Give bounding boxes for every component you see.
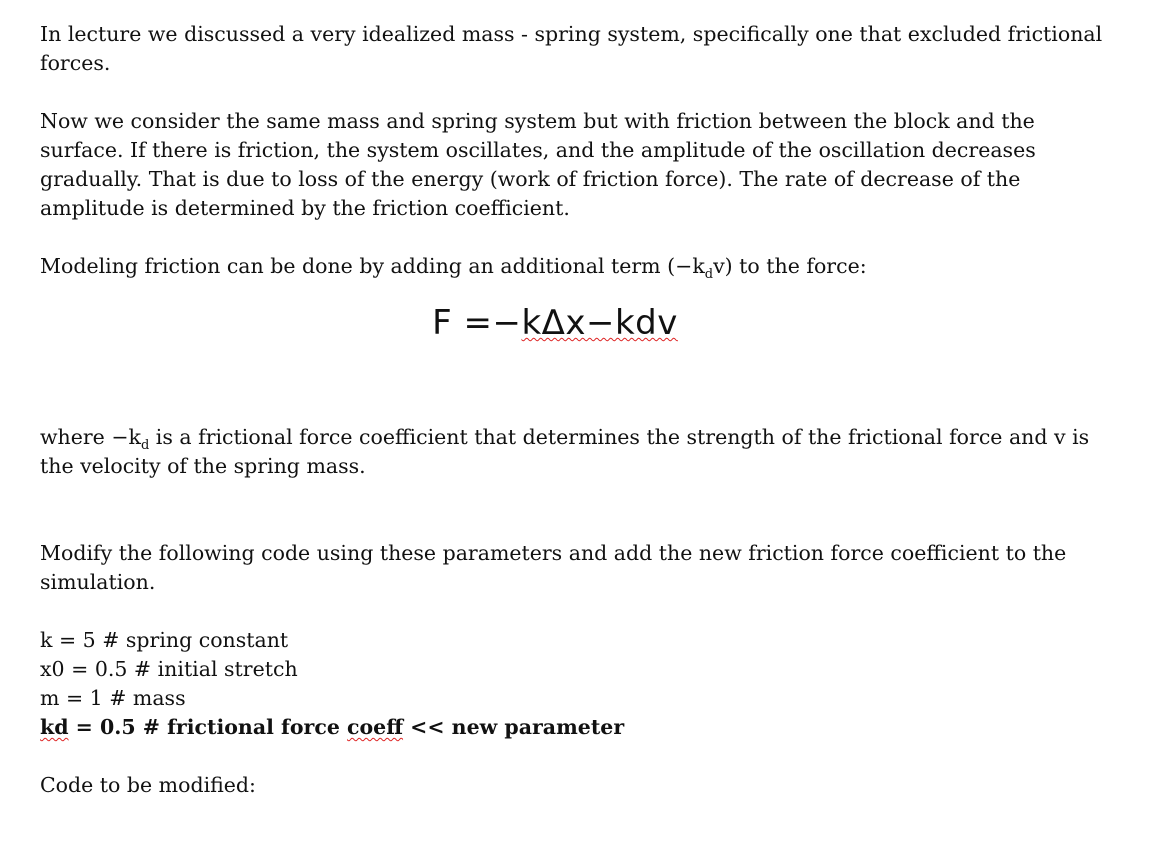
parameter-line: x0 = 0.5 # initial stretch — [40, 657, 298, 681]
new-parameter-line — [40, 713, 1120, 742]
parameter-line: m = 1 # mass — [40, 686, 186, 710]
new-parameter-text-before: = 0.5 # frictional force — [68, 715, 347, 739]
equation-term: kΔx−kdv — [521, 303, 678, 343]
code-to-modify-label: Code to be modified: — [40, 773, 256, 797]
modeling-text-after: v) to the force: — [713, 254, 867, 278]
new-parameter-coeff: coeff — [347, 715, 404, 739]
equation-lhs: F =− — [432, 303, 522, 343]
parameter-line: k = 5 # spring constant — [40, 628, 289, 652]
where-paragraph — [40, 423, 1120, 481]
document-body — [40, 20, 1120, 800]
modeling-subscript: d — [704, 267, 714, 283]
modeling-text-before: Modeling friction can be done by adding an additional term (−k — [40, 254, 705, 278]
parameter-block — [40, 626, 1120, 742]
where-text-before: where −k — [40, 425, 141, 449]
where-subscript: d — [140, 438, 150, 454]
modeling-paragraph — [40, 252, 1120, 281]
new-parameter-name: kd — [40, 715, 69, 739]
where-text-after: is a frictional force coefficient that determines the strength of the frictional force and v is the velocity of the spring mass. — [40, 425, 1090, 478]
new-parameter-text-after: << new parameter — [403, 715, 625, 739]
intro-paragraph: In lecture we discussed a very idealized mass - spring system, specifically one that excluded frictional forces. — [40, 22, 1103, 75]
modify-paragraph: Modify the following code using these parameters and add the new friction force coefficient to the simulation. — [40, 541, 1067, 594]
force-equation — [40, 303, 1070, 423]
friction-paragraph: Now we consider the same mass and spring system but with friction between the block and the surface. If there is friction, the system oscillates, and the amplitude of the oscillation decreases gradually. That is due to loss of the energy (work of friction force). The rate of decrease of the amplitude is determined by the friction coefficient. — [40, 109, 1036, 220]
